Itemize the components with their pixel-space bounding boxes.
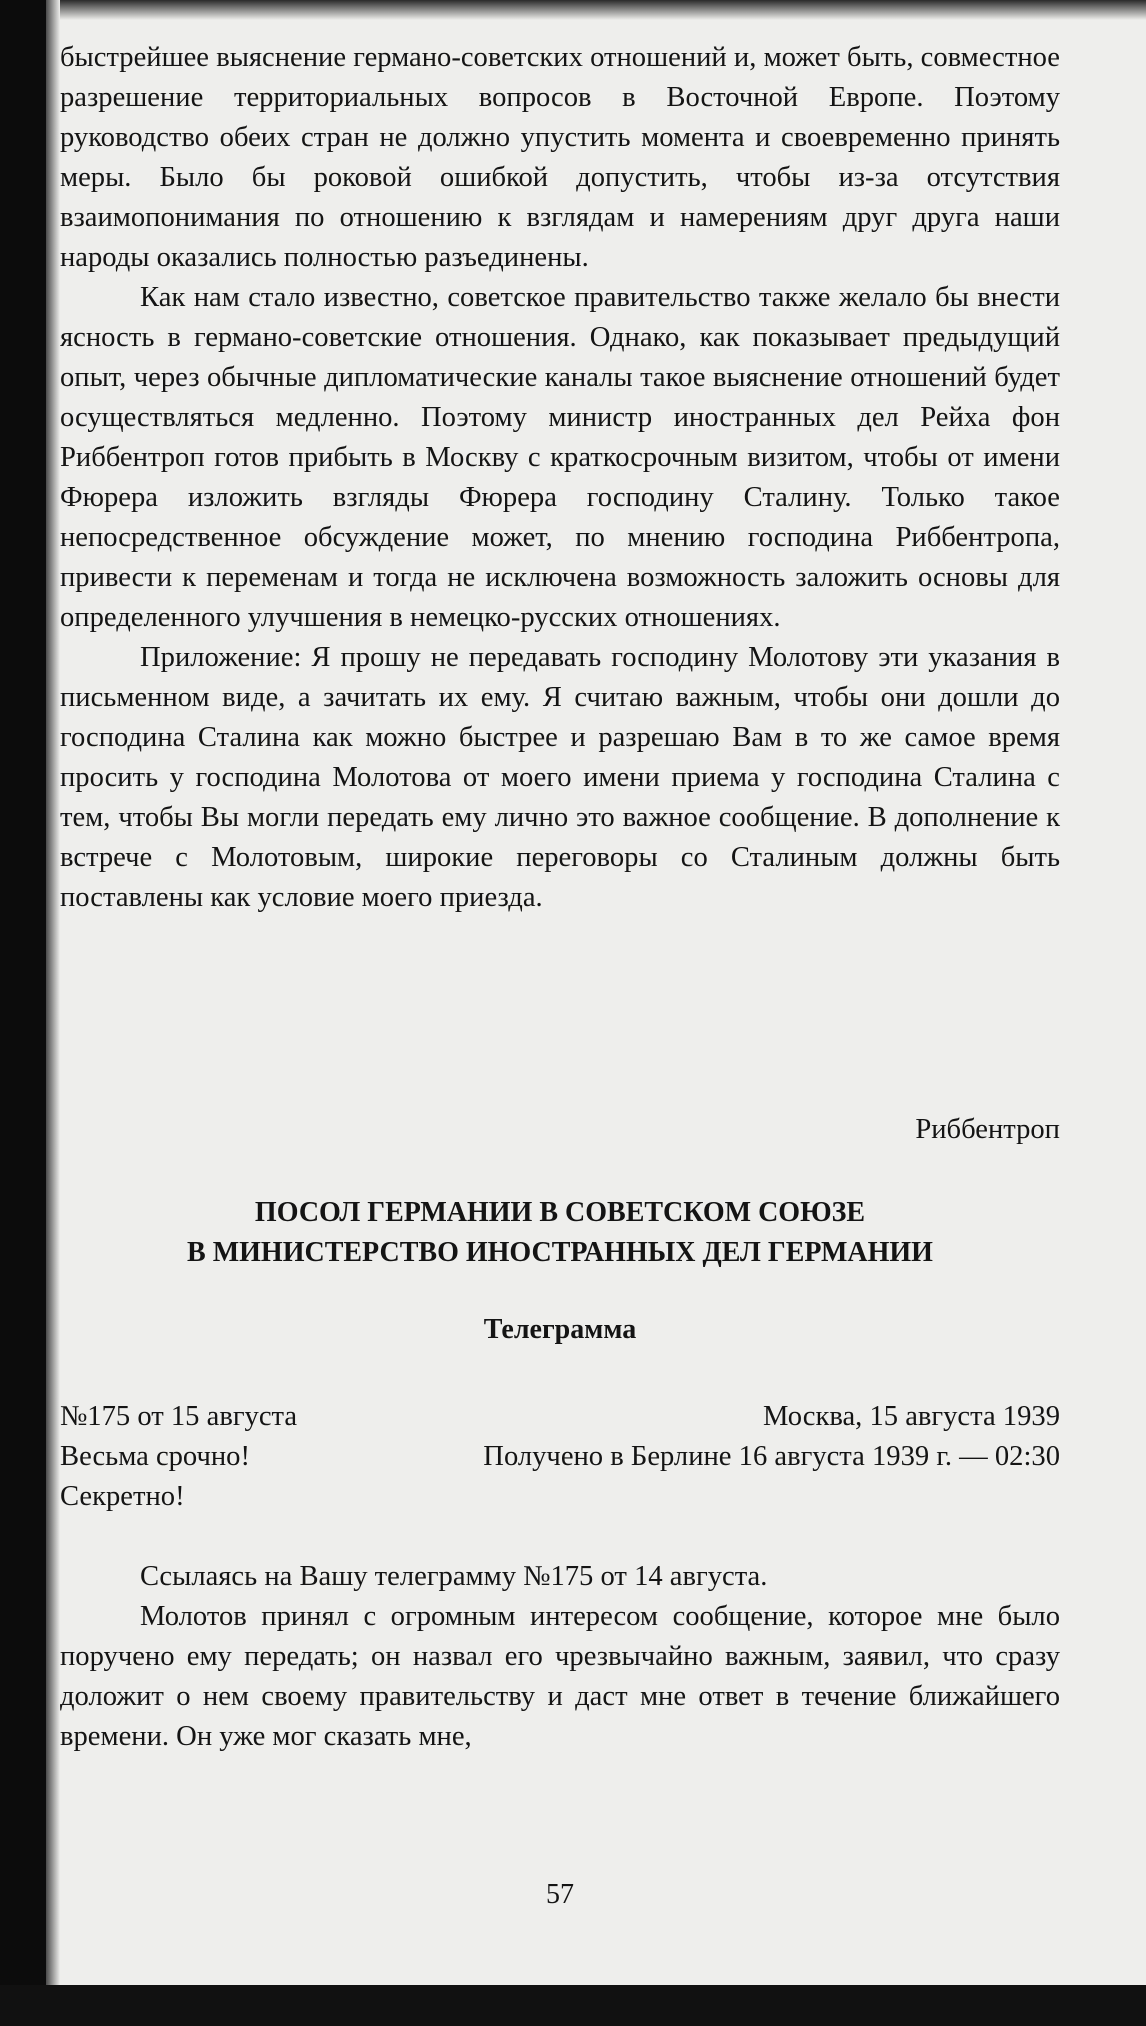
received-note: Получено в Берлине 16 августа 1939 г. — 02:30 <box>483 1441 1060 1472</box>
scan-bottom-edge <box>0 1985 1146 2026</box>
telegram-meta-row <box>60 1477 1060 1517</box>
page-left-shadow <box>46 0 60 2018</box>
paragraph: Приложение: Я прошу не передавать господину Молотову эти указания в письменном виде, а зачитать их ему. Я считаю важным, чтобы они дошли до господина Сталина как можно быстрее и разрешаю Вам в то же самое время просить у господина Молотова от моего имени приема у господина Сталина с тем, чтобы Вы могли передать ему лично это важное сообщение. В дополнение к встрече с Молотовым, широкие переговоры со Сталиным должны быть поставлены как условие моего приезда. <box>60 642 1060 913</box>
paragraph: быстрейшее выяснение германо-советских отношений и, может быть, совместное разрешение территориальных вопросов в Восточной Европе. Поэтому руководство обеих стран не должно упустить момента и своевременно принять меры. Было бы роковой ошибкой допустить, чтобы из-за отсутствия взаимопонимания по отношению к взглядам и намерениям друг друга наши народы оказались полностью разъединены. <box>60 42 1060 273</box>
section-heading-line1: ПОСОЛ ГЕРМАНИИ В СОВЕТСКОМ СОЮЗЕ <box>254 1197 866 1228</box>
page-number: 57 <box>546 1879 574 1910</box>
paragraph: Молотов принял с огромным интересом сообщение, которое мне было поручено ему передать; он назвал его чрезвычайно важным, заявил, что сразу доложит о нем своему правительству и даст мне ответ в течение ближайшего времени. Он уже мог сказать мне, <box>60 1601 1060 1752</box>
section-heading-line2: В МИНИСТЕРСТВО ИНОСТРАННЫХ ДЕЛ ГЕРМАНИИ <box>187 1237 933 1268</box>
urgency-mark: Весьма срочно! <box>60 1441 250 1472</box>
document-type: Телеграмма <box>483 1314 637 1345</box>
telegram-place-date: Москва, 15 августа 1939 <box>763 1401 1060 1432</box>
page-top-shadow <box>46 0 1146 20</box>
telegram-number: №175 от 15 августа <box>60 1401 298 1432</box>
telegram-meta-row <box>60 1437 1060 1477</box>
paragraph: Как нам стало известно, советское правительство также желало бы внести ясность в германо-советские отношения. Однако, как показывает предыдущий опыт, через обычные дипломатические каналы такое выяснение отношений будет осуществляться медленно. Поэтому министр иностранных дел Рейха фон Риббентроп готов прибыть в Москву с краткосрочным визитом, чтобы от имени Фюрера изложить взгляды Фюрера господину Сталину. Только такое непосредственное обсуждение может, по мнению господина Риббентропа, привести к переменам и тогда не исключена возможность заложить основы для определенного улучшения в немецко-русских отношениях. <box>60 282 1060 633</box>
body-text-1 <box>60 38 1060 918</box>
telegram-meta-row <box>60 1397 1060 1437</box>
paragraph: Ссылаясь на Вашу телеграмму №175 от 14 августа. <box>140 1561 768 1592</box>
signature: Риббентроп <box>915 1114 1060 1145</box>
body-text-2 <box>60 1557 1060 1757</box>
secrecy-mark: Секретно! <box>60 1481 185 1512</box>
